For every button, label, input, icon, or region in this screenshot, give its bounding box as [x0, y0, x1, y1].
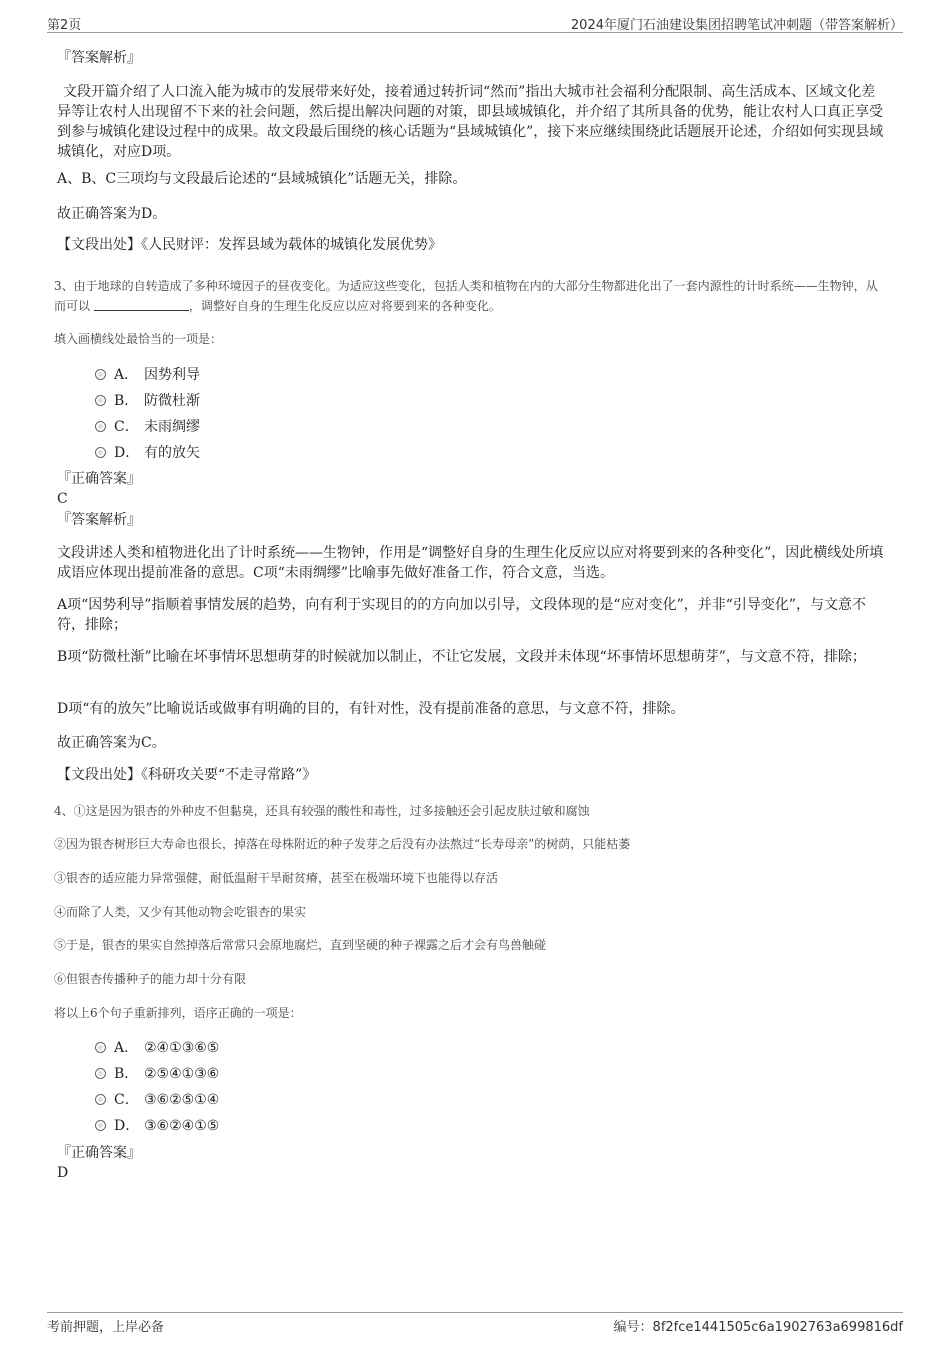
q3-option-a-analysis: A项“因势利导”指顺着事情发展的趋势，向有利于实现目的的方向加以引导，文段体现的是“应对变化”，并非“引导变化”，与文意不符，排除；	[57, 597, 867, 633]
q3-blank	[94, 298, 189, 311]
option-text: ②⑤④①③⑥	[144, 1066, 220, 1082]
option-text: ②④①③⑥⑤	[144, 1040, 220, 1056]
q2-abc-text: A、B、C三项均与文段最后论述的“县域城镇化”话题无关，排除。	[57, 171, 467, 187]
q3-analysis-text: 文段讲述人类和植物进化出了计时系统——生物钟，作用是“调整好自身的生理生化反应以应对将要到来的各种变化”，因此横线处所填成语应体现出提前准备的意思。C项“未雨绸缪”比喻事先做好准备工作，符合文意，当选。	[57, 545, 884, 581]
q4-sentence-1: 4、①这是因为银杏的外种皮不但黏臭，还具有较强的酸性和毒性，过多接触还会引起皮肤过敏和腐蚀	[54, 804, 590, 818]
q4-sentence-3: ③银杏的适应能力异常强健，耐低温耐干旱耐贫瘠，甚至在极端环境下也能得以存活	[54, 871, 499, 885]
q4-option-c[interactable]	[95, 1090, 219, 1110]
page-number: 第2页	[47, 18, 82, 33]
q3-option-b[interactable]	[95, 391, 200, 411]
option-letter: D．	[114, 1118, 140, 1134]
option-letter: C．	[114, 1092, 139, 1108]
option-text: 因势利导	[144, 367, 200, 383]
option-text: 未雨绸缪	[144, 419, 200, 435]
option-letter: B．	[114, 1066, 139, 1082]
q3-stem	[54, 276, 884, 316]
radio-icon[interactable]	[95, 447, 106, 458]
radio-icon[interactable]	[95, 1068, 106, 1079]
option-letter: A．	[114, 1040, 139, 1056]
q4-option-d[interactable]	[95, 1116, 219, 1136]
q4-sentence-4: ④而除了人类，又少有其他动物会吃银杏的果实	[54, 905, 307, 919]
q4-sentence-5: ⑤于是，银杏的果实自然掉落后常常只会原地腐烂，直到坚硬的种子裸露之后才会有鸟兽触碰	[54, 938, 547, 952]
option-text: 防微杜渐	[144, 393, 200, 409]
code-label: 编号：	[613, 1320, 653, 1335]
footer-slogan: 考前押题，上岸必备	[47, 1320, 165, 1335]
q3-answer-label: 『正确答案』	[57, 471, 141, 487]
q3-stem-part2: ，调整好自身的生理生化反应以应对将要到来的各种变化。	[188, 299, 501, 313]
code-value: 8f2fce1441505c6a1902763a699816df	[652, 1320, 903, 1335]
page-footer	[47, 1312, 903, 1333]
document-title: 2024年厦门石油建设集团招聘笔试冲刺题（带答案解析）	[570, 18, 903, 33]
option-letter: A．	[114, 367, 139, 383]
q3-option-b-analysis: B项“防微杜渐”比喻在坏事情坏思想萌芽的时候就加以制止，不让它发展，文段并未体现“坏事情坏思想萌芽”，与文意不符，排除；	[57, 649, 866, 665]
q2-analysis-text: 文段开篇介绍了人口流入能为城市的发展带来好处，接着通过转折词“然而”指出大城市社会福利分配限制、高生活成本、区域文化差异等让农村人出现留不下来的社会问题，然后提出解决问题的对策，即县域城镇化，并介绍了其所具备的优势，能让农村人口真正享受到参与城镇化建设过程中的成果。故文段最后围绕的核心话题为“县域城镇化”，接下来应继续围绕此话题展开论述，介绍如何实现县域城镇化，对应D项。	[57, 84, 884, 160]
option-letter: D．	[114, 445, 140, 461]
q2-conclusion: 故正确答案为D。	[57, 206, 167, 222]
q3-instruction: 填入画横线处最恰当的一项是：	[54, 332, 223, 346]
option-text: 有的放矢	[144, 445, 200, 461]
document-code	[614, 1316, 903, 1335]
q4-option-b[interactable]	[95, 1064, 219, 1084]
q4-instruction: 将以上6个句子重新排列，语序正确的一项是：	[54, 1006, 302, 1020]
q4-sentence-2: ②因为银杏树形巨大寿命也很长，掉落在母株附近的种子发芽之后没有办法熬过“长寿母亲”的树荫，只能枯萎	[54, 837, 631, 851]
option-text: ③⑥②④①⑤	[144, 1118, 220, 1134]
q3-option-c[interactable]	[95, 417, 200, 437]
option-text: ③⑥②⑤①④	[144, 1092, 220, 1108]
q2-analysis-label: 『答案解析』	[57, 50, 141, 66]
q4-option-a[interactable]	[95, 1038, 219, 1058]
q2-source: 【文段出处】《人民财评：发挥县域为载体的城镇化发展优势》	[57, 237, 442, 253]
option-letter: C．	[114, 419, 139, 435]
q3-option-a[interactable]	[95, 365, 200, 385]
radio-icon[interactable]	[95, 395, 106, 406]
page-header	[47, 14, 903, 33]
q3-stem-part1: 3、由于地球的自转造成了多种环境因子的昼夜变化。为适应这些变化，包括人类和植物在内的大部分生物都进化出了一套内源性的计时系统——生物钟，从而可以	[54, 279, 878, 313]
radio-icon[interactable]	[95, 1042, 106, 1053]
radio-icon[interactable]	[95, 1120, 106, 1131]
radio-icon[interactable]	[95, 369, 106, 380]
option-letter: B．	[114, 393, 139, 409]
q3-conclusion: 故正确答案为C。	[57, 735, 166, 751]
radio-icon[interactable]	[95, 1094, 106, 1105]
q3-option-d[interactable]	[95, 443, 200, 463]
q4-sentence-6: ⑥但银杏传播种子的能力却十分有限	[54, 972, 247, 986]
q3-option-d-analysis: D项“有的放矢”比喻说话或做事有明确的目的，有针对性，没有提前准备的意思，与文意不符，排除。	[57, 701, 685, 717]
q3-source: 【文段出处】《科研攻关要“不走寻常路”》	[57, 767, 317, 783]
q3-answer: C	[57, 491, 68, 507]
radio-icon[interactable]	[95, 421, 106, 432]
q3-analysis-label: 『答案解析』	[57, 512, 141, 528]
q4-answer-label: 『正确答案』	[57, 1145, 141, 1161]
q4-answer: D	[57, 1165, 69, 1181]
